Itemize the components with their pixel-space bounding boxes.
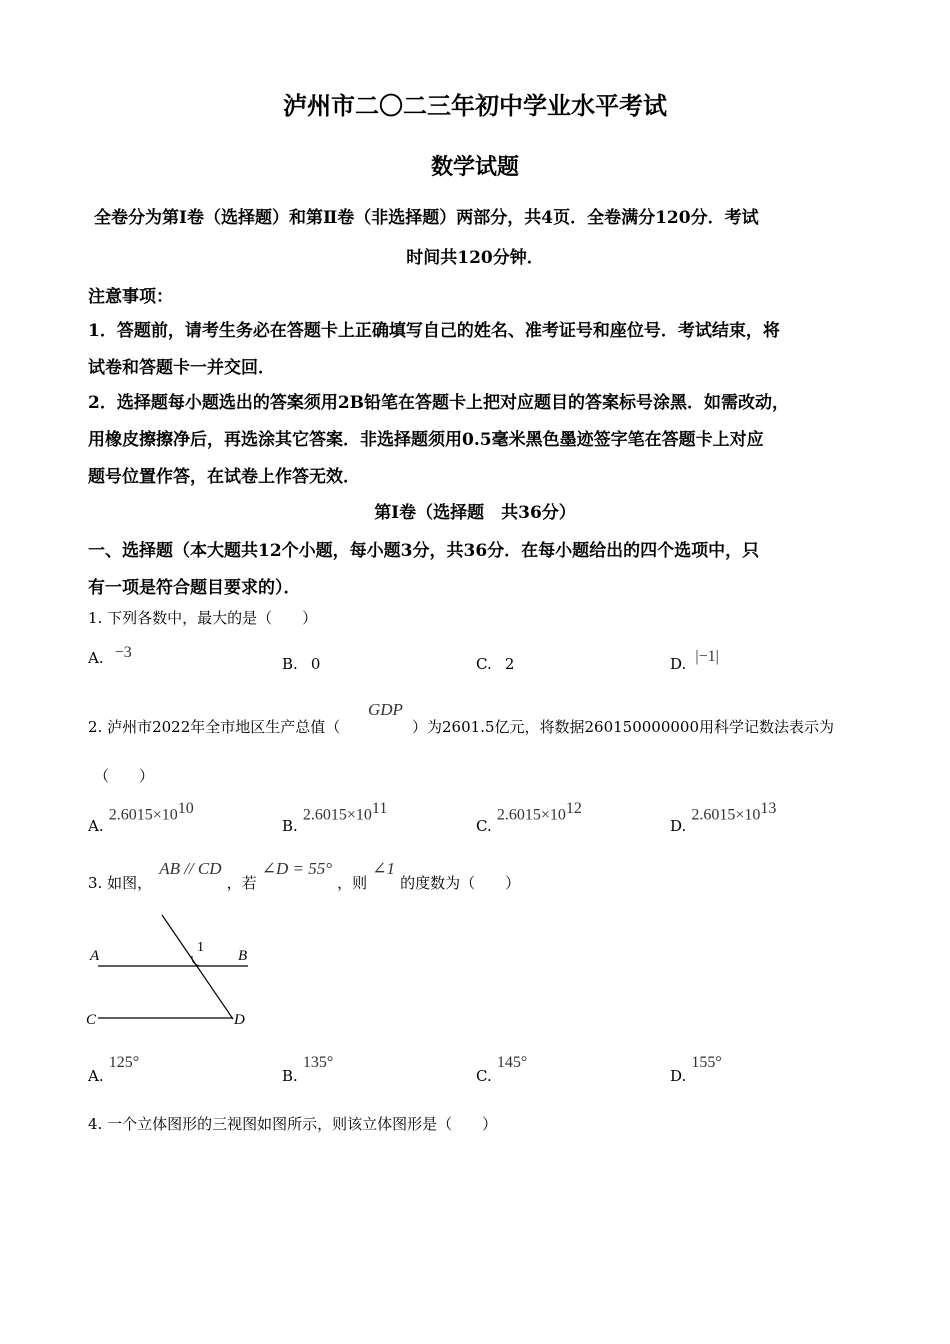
option-label: B. [282,655,298,673]
option-value-base: 2.6015×10 [691,806,761,824]
option-value: |−1| [695,648,719,665]
question-2-option-d [670,800,777,836]
condition-parallel: AB // CD [159,859,222,878]
question-3-option-d [670,1052,722,1085]
option-value-exponent: 13 [760,800,777,817]
option-value: 0 [310,655,321,673]
option-value-exponent: 11 [371,800,388,817]
stem-suffix: 的度数为（ ） [400,874,521,892]
option-value: 155° [691,1054,722,1071]
option-label: A. [88,649,104,667]
option-label: C. [476,655,492,673]
gdp-term: GDP [368,700,403,719]
notice-item-2-line-1: 2．选择题每小题选出的答案须用2B铅笔在答题卡上把对应题目的答案标号涂黑．如需改动， [88,393,790,413]
question-3-option-c [476,1052,528,1085]
question-1-stem: 1. 下列各数中，最大的是（ ） [88,609,318,627]
option-label: D. [670,817,687,836]
intro-line-1: 全卷分为第Ⅰ卷（选择题）和第Ⅱ卷（非选择题）两部分，共4页．全卷满分120分．考试 [94,208,759,228]
option-value: 145° [496,1054,528,1071]
notice-item-1-line-1: 1．答题前，请考生务必在答题卡上正确填写自己的姓名、准考证号和座位号．考试结束，将 [88,321,780,341]
intro-line-2: 时间共120分钟． [406,248,544,268]
section-title: 第Ⅰ卷（选择题 共36分） [374,503,576,523]
notice-item-2-line-3: 题号位置作答，在试卷上作答无效． [88,467,360,487]
question-3-option-a [88,1052,140,1085]
question-1-option-d [670,646,719,673]
option-label: D. [670,1067,687,1085]
stem-mid-2: ，则 [337,874,368,892]
question-2-option-a [88,800,194,836]
notice-item-2-line-2: 用橡皮擦擦净后，再选涂其它答案．非选择题须用0.5毫米黑色墨迹签字笔在答题卡上对应 [88,430,764,450]
question-3-option-b [282,1052,334,1085]
option-label: B. [282,1067,298,1085]
exam-subtitle: 数学试题 [430,154,519,180]
question-3-stem [88,858,521,892]
notice-item-1-line-2: 试卷和答题卡一并交回． [88,358,275,378]
transversal-line [162,915,233,1019]
stem-mid-1: ，若 [226,874,257,892]
option-value-base: 2.6015×10 [496,806,566,824]
option-value: −3 [114,644,132,661]
option-label: A. [88,1067,104,1085]
option-label: A. [88,817,104,836]
angle-1-label: 1 [197,940,204,955]
notice-heading: 注意事项： [88,287,173,307]
option-value-exponent: 12 [565,800,582,817]
option-label: B. [282,817,298,836]
question-2-option-b [282,800,388,836]
exam-title: 泸州市二〇二三年初中学业水平考试 [283,91,667,120]
part-one-line-1: 一、选择题（本大题共12个小题，每小题3分，共36分．在每小题给出的四个选项中，只 [88,541,760,561]
question-2-answer-paren: （ ） [94,767,155,785]
point-d-label: D [234,1012,245,1028]
point-b-label: B [238,948,248,964]
point-c-label: C [86,1012,97,1028]
condition-angle-d: ∠D = 55° [261,859,333,878]
option-value-exponent: 10 [177,800,194,817]
question-4-stem: 4. 一个立体图形的三视图如图所示，则该立体图形是（ ） [88,1115,498,1133]
option-label: C. [476,1067,492,1085]
question-1-option-a [88,644,132,668]
question-1-option-c [476,654,514,673]
stem-prefix: 3. 如图， [88,874,153,892]
option-label: D. [670,655,687,673]
option-value: 2 [504,655,515,673]
point-a-label: A [90,948,100,964]
option-value: 135° [302,1054,334,1071]
option-value: 125° [108,1054,140,1071]
parallel-lines-figure [80,905,280,1035]
option-value-base: 2.6015×10 [302,806,372,824]
question-2-option-c [476,800,582,836]
angle-1-arc [192,956,200,966]
question-2-stem-suffix: ）为2601.5亿元，将数据260150000000用科学记数法表示为 [412,718,835,736]
part-one-line-2: 有一项是符合题目要求的）． [88,578,301,598]
angle-1: ∠1 [372,859,395,878]
question-2-stem-prefix: 2. 泸州市2022年全市地区生产总值（ [88,718,341,736]
question-1-option-b [282,654,320,673]
option-value-base: 2.6015×10 [108,806,178,824]
option-label: C. [476,817,492,836]
